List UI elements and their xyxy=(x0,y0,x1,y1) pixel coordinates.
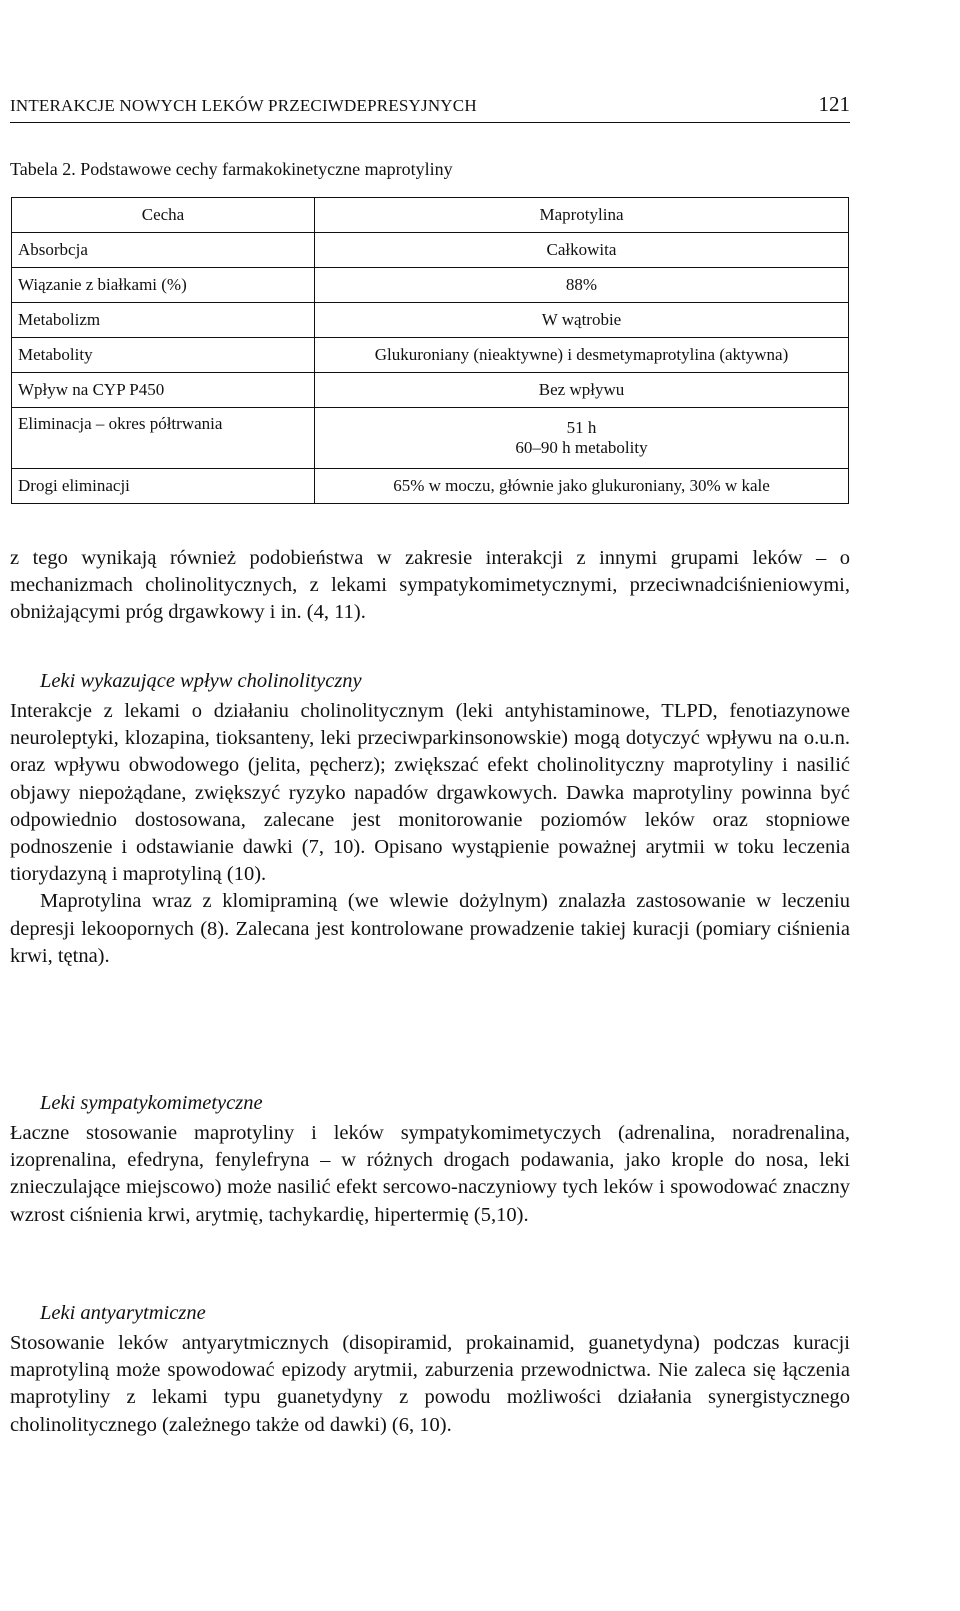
feature-cell: Drogi eliminacji xyxy=(12,469,315,504)
value-cell: Glukuroniany (nieaktywne) i desmetymaprotylina (aktywna) xyxy=(315,338,849,373)
section-antiarrhythmic xyxy=(10,1330,850,1439)
value-line: 60–90 h metabolity xyxy=(515,438,648,457)
value-cell: Bez wpływu xyxy=(315,373,849,408)
table-row xyxy=(12,338,849,373)
section-heading-sympathomimetic: Leki sympatykomimetyczne xyxy=(40,1092,263,1114)
table-row xyxy=(12,233,849,268)
pharmacokinetics-table xyxy=(11,197,849,504)
value-cell xyxy=(315,408,849,469)
section-heading-antiarrhythmic: Leki antyarytmiczne xyxy=(40,1302,206,1324)
value-cell: 88% xyxy=(315,268,849,303)
paragraph: Stosowanie leków antyarytmicznych (disopiramid, prokainamid, guanetydyna) podczas kuracji maprotyliną może spowodować epizody arytmii, zaburzenia przewodnictwa. Nie zaleca się łączenia maprotyliny z lekami typu guanetydyny z powodu możliwości działania synergistycznego cholinolitycznego (zależnego także od dawki) (6, 10). xyxy=(10,1332,850,1436)
column-header-feature: Cecha xyxy=(12,198,315,233)
paragraph: Maprotylina wraz z klomipraminą (we wlewie dożylnym) znalazła zastosowanie w leczeniu depresji lekoopornych (8). Zalecana jest kontrolowane prowadzenie takiej kuracji (pomiary ciśnienia krwi, tętna). xyxy=(10,890,850,967)
intro-block xyxy=(10,545,850,627)
intro-paragraph: z tego wynikają również podobieństwa w zakresie interakcji z innymi grupami leków – o mechanizmach cholinolitycznych, z lekami sympatykomimetycznymi, przeciwnadciśnieniowymi, obniżającymi próg drgawkowy i in. (4, 11). xyxy=(10,547,850,624)
section-cholinolytic xyxy=(10,698,850,970)
table-row xyxy=(12,469,849,504)
column-header-maprotiline: Maprotylina xyxy=(315,198,849,233)
feature-cell: Eliminacja – okres półtrwania xyxy=(12,408,315,469)
table-caption: Tabela 2. Podstawowe cechy farmakokinetyczne maprotyliny xyxy=(10,159,453,179)
table-row xyxy=(12,303,849,338)
section-sympathomimetic xyxy=(10,1120,850,1229)
table-row xyxy=(12,268,849,303)
section-heading-cholinolytic: Leki wykazujące wpływ cholinolityczny xyxy=(40,670,362,692)
running-header xyxy=(10,92,850,123)
value-cell: 65% w moczu, głównie jako glukuroniany, 30% w kale xyxy=(315,469,849,504)
page-number: 121 xyxy=(818,92,850,116)
table-header-row xyxy=(12,198,849,233)
table-row xyxy=(12,408,849,469)
running-title: INTERAKCJE NOWYCH LEKÓW PRZECIWDEPRESYJNYCH xyxy=(10,96,477,115)
value-cell: Całkowita xyxy=(315,233,849,268)
feature-cell: Wpływ na CYP P450 xyxy=(12,373,315,408)
feature-cell: Metabolity xyxy=(12,338,315,373)
feature-cell: Wiązanie z białkami (%) xyxy=(12,268,315,303)
value-cell: W wątrobie xyxy=(315,303,849,338)
paragraph: Interakcje z lekami o działaniu cholinolitycznym (leki antyhistaminowe, TLPD, fenotiazynowe neuroleptyki, klozapina, tioksanteny, leki przeciwparkinsonowskie) mogą dotyczyć wpływu na o.u.n. oraz wpływu obwodowego (jelita, pęcherz); zwiększać efekt cholinolityczny maprotyliny i nasilić objawy niepożądane, zwiększyć ryzyko napadów drgawkowych. Dawka maprotyliny powinna być odpowiednio dostosowana, zalecane jest monitorowanie poziomów leków oraz stopniowe podnoszenie i odstawianie dawki (7, 10). Opisano wystąpienie poważnej arytmii w toku leczenia tiorydazyną i maprotyliną (10). xyxy=(10,700,850,886)
value-line: 51 h xyxy=(566,418,597,437)
feature-cell: Absorbcja xyxy=(12,233,315,268)
paragraph: Łaczne stosowanie maprotyliny i leków sympatykomimetyczych (adrenalina, noradrenalina, izoprenalina, efedryna, fenylefryna – w różnych drogach podawania, jako krople do nosa, leki znieczulające miejscowo) może nasilić efekt sercowo-naczyniowy tych leków i spowodować znaczny wzrost ciśnienia krwi, arytmię, tachykardię, hipertermię (5,10). xyxy=(10,1122,850,1226)
feature-cell: Metabolizm xyxy=(12,303,315,338)
table-row xyxy=(12,373,849,408)
